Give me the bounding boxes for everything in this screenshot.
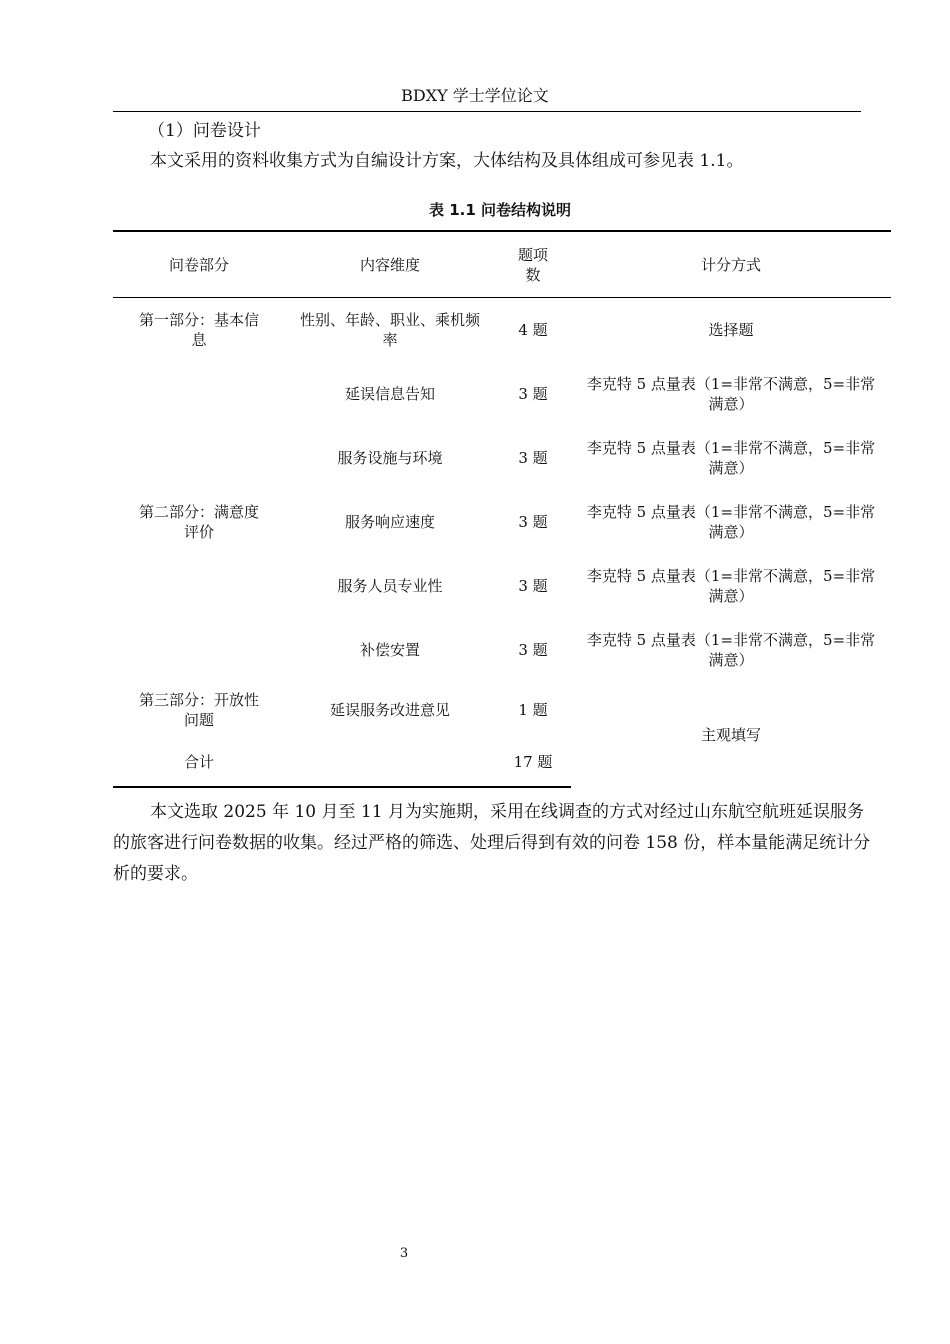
cell-dimension: 服务响应速度 xyxy=(344,513,435,531)
cell-scoring: 李克特 5 点量表（1=非常不满意，5=非常满意） xyxy=(586,631,876,669)
table-caption: 表 1.1 问卷结构说明 xyxy=(428,201,572,219)
cell-dimension: 延误服务改进意见 xyxy=(329,701,450,719)
table-row xyxy=(113,682,891,738)
cell-scoring: 李克特 5 点量表（1=非常不满意，5=非常满意） xyxy=(586,375,876,413)
cell-scoring: 李克特 5 点量表（1=非常不满意，5=非常满意） xyxy=(586,503,876,541)
cell-items: 3 题 xyxy=(518,513,548,531)
cell-part: 第一部分：基本信息 xyxy=(138,311,259,349)
header-divider xyxy=(113,111,861,112)
cell-dimension: 服务设施与环境 xyxy=(337,449,443,467)
cell-scoring-spanning: 主观填写 xyxy=(700,725,761,744)
column-header-dimension: 内容维度 xyxy=(285,231,495,298)
cell-items: 3 题 xyxy=(518,385,548,403)
cell-total-empty xyxy=(285,738,495,787)
cell-scoring: 李克特 5 点量表（1=非常不满意，5=非常满意） xyxy=(586,567,876,605)
page-number: 3 xyxy=(399,1246,409,1261)
cell-part-spanning: 第二部分：满意度评价 xyxy=(138,503,259,541)
closing-paragraph: 本文选取 2025 年 10 月至 11 月为实施期，采用在线调查的方式对经过山东航空航班延误服务的旅客进行问卷数据的收集。经过严格的筛选、处理后得到有效的问卷 158 份，样本量能满足统计分析的要求。 xyxy=(113,802,871,884)
cell-dimension: 补偿安置 xyxy=(359,641,420,659)
questionnaire-structure-table xyxy=(113,230,891,788)
cell-part: 第三部分：开放性问题 xyxy=(138,691,259,729)
cell-items: 4 题 xyxy=(518,321,548,339)
table-header-row xyxy=(113,231,891,298)
cell-items: 3 题 xyxy=(518,641,548,659)
page-header-title: BDXY 学士学位论文 xyxy=(401,86,549,105)
column-header-items: 题项数 xyxy=(495,231,571,298)
cell-total-items: 17 题 xyxy=(495,738,571,787)
cell-items: 3 题 xyxy=(518,449,548,467)
intro-paragraph: 本文采用的资料收集方式为自编设计方案，大体结构及具体组成可参见表 1.1。 xyxy=(150,151,744,171)
cell-scoring: 李克特 5 点量表（1=非常不满意，5=非常满意） xyxy=(586,439,876,477)
cell-items: 1 题 xyxy=(518,701,548,719)
table-row xyxy=(113,362,891,426)
cell-dimension: 延误信息告知 xyxy=(344,385,435,403)
table-row xyxy=(113,298,891,363)
cell-dimension: 性别、年龄、职业、乘机频率 xyxy=(300,311,481,349)
cell-scoring: 选择题 xyxy=(708,321,754,339)
cell-dimension: 服务人员专业性 xyxy=(337,577,443,595)
column-header-scoring: 计分方式 xyxy=(571,231,891,298)
column-header-part: 问卷部分 xyxy=(113,231,285,298)
section-heading: （1）问卷设计 xyxy=(148,121,261,141)
cell-total-label: 合计 xyxy=(113,738,285,787)
cell-items: 3 题 xyxy=(518,577,548,595)
